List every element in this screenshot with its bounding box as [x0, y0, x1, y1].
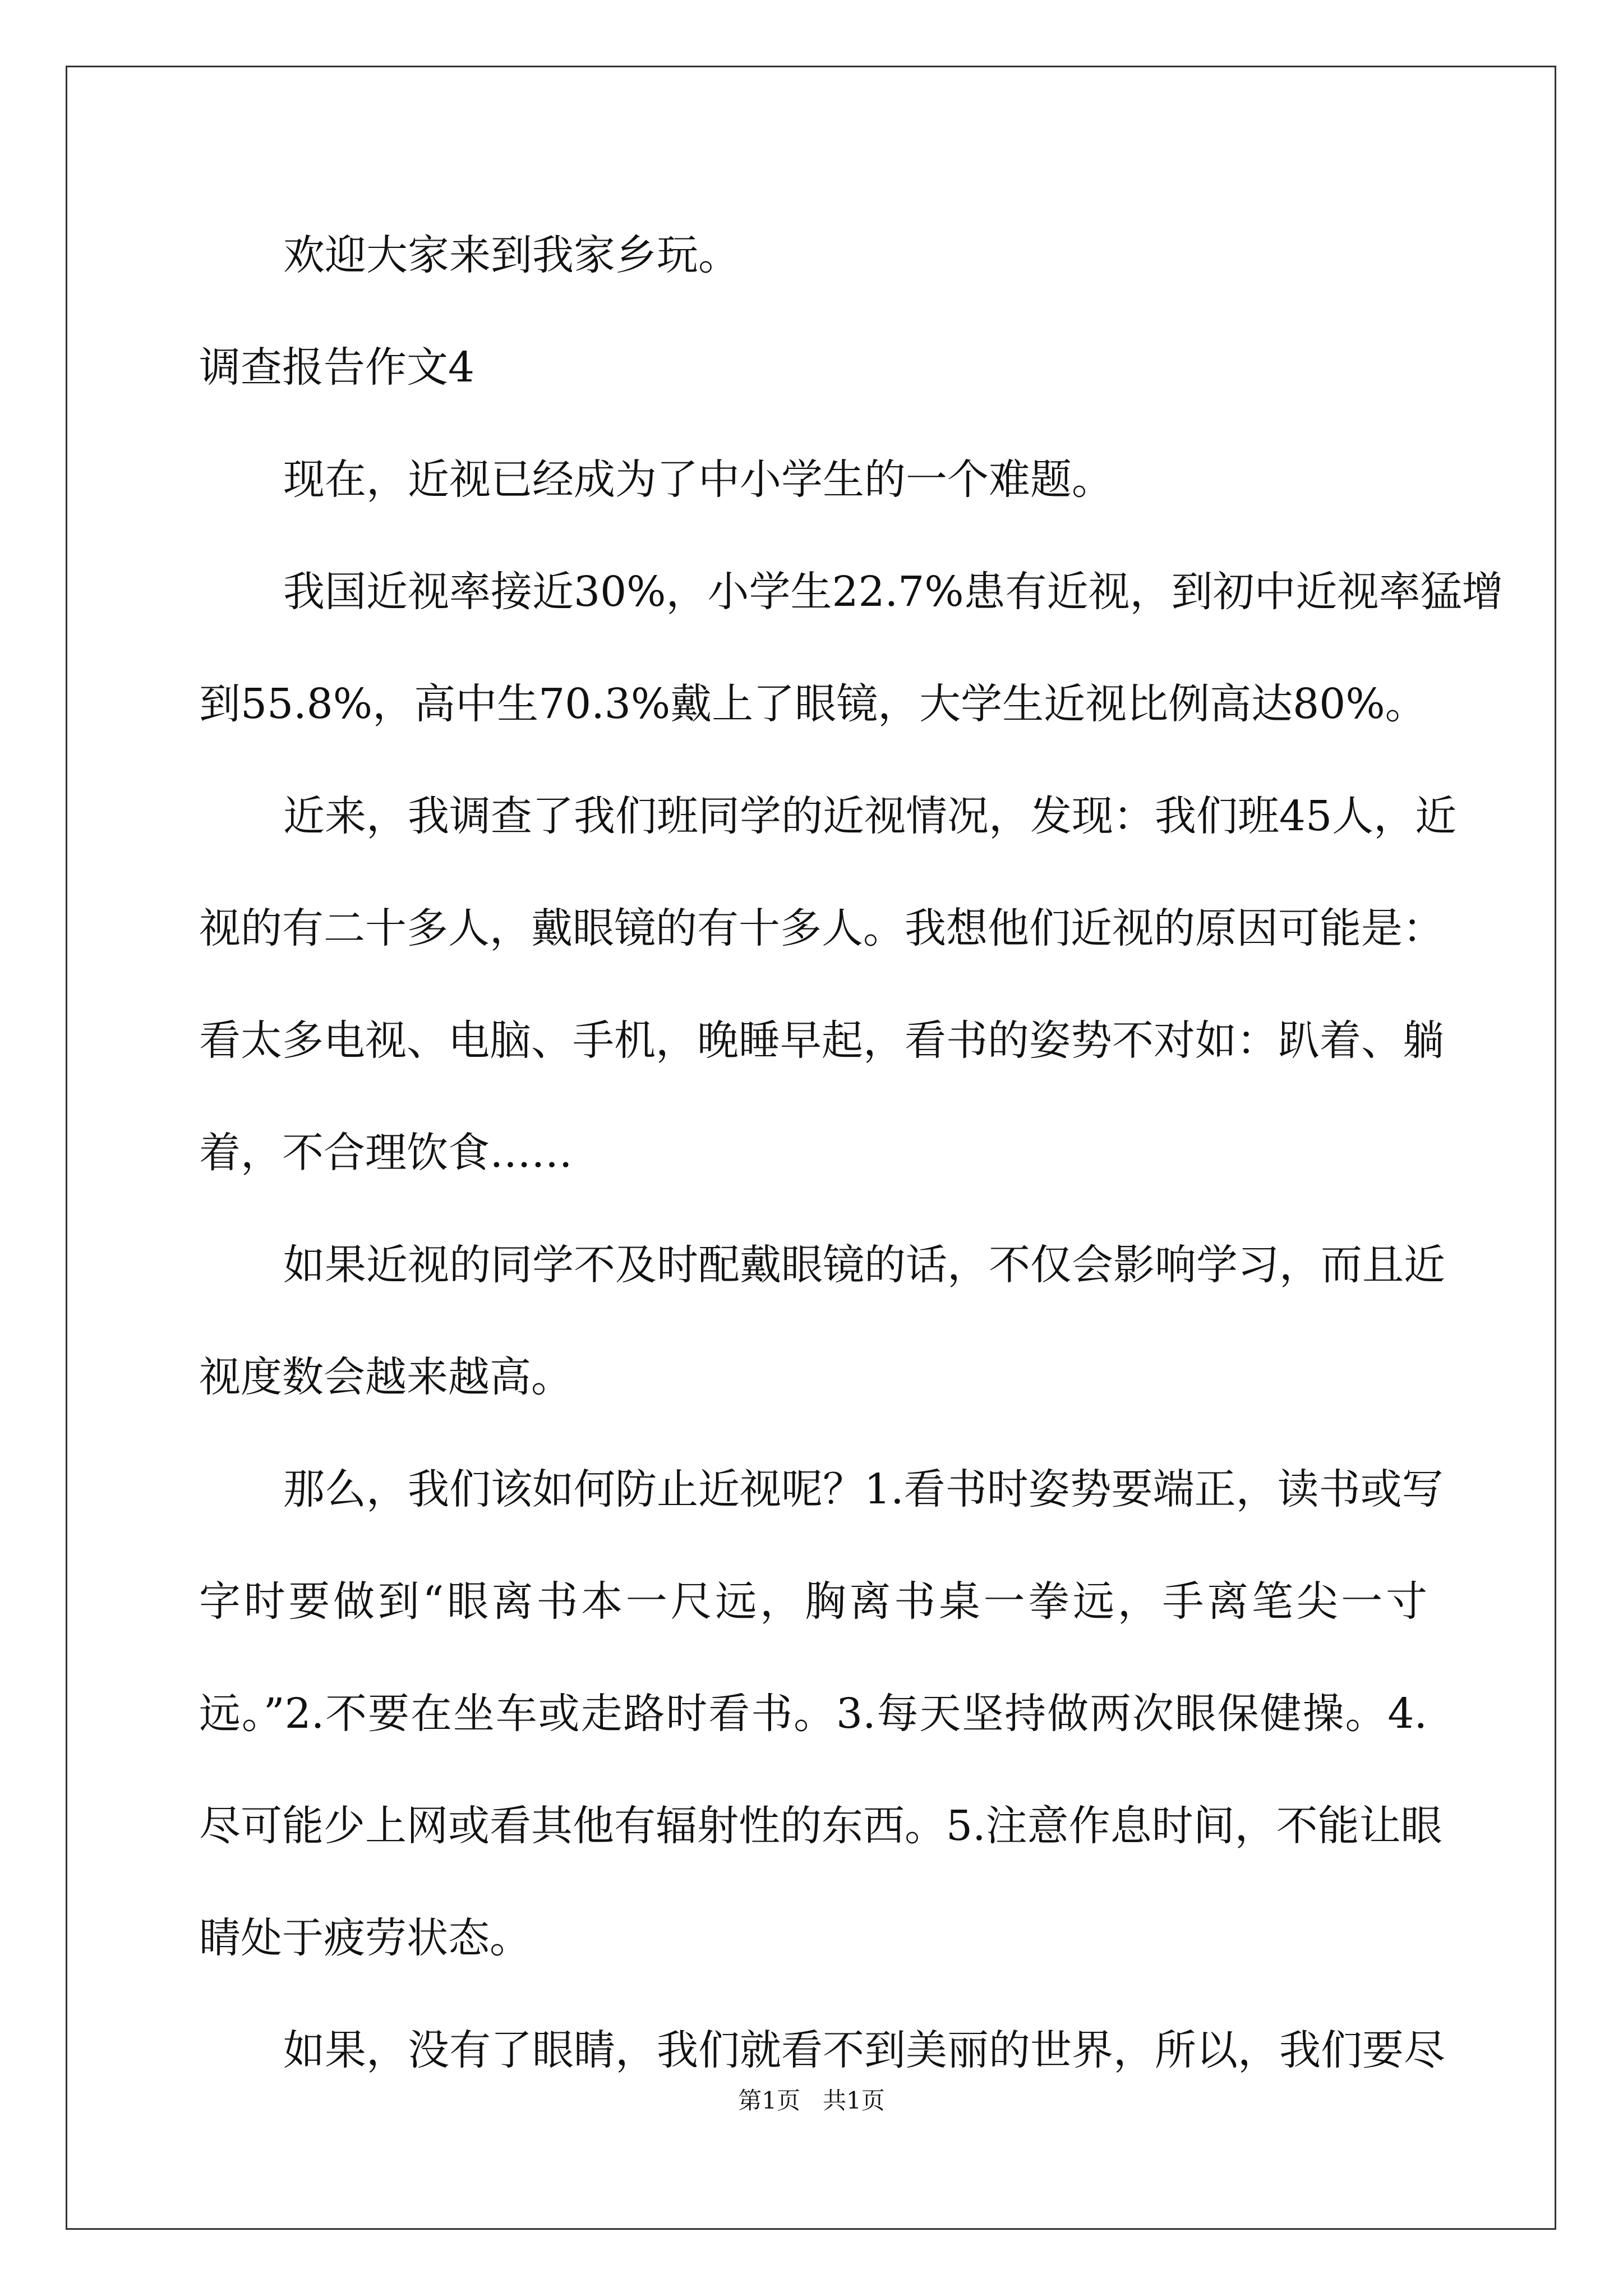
paragraph-line: 尽可能少上网或看其他有辐射性的东西。5.注意作息时间，不能让眼 — [199, 1802, 1442, 1850]
paragraph-line: 视的有二十多人，戴眼镜的有十多人。我想他们近视的原因可能是： — [199, 904, 1444, 953]
paragraph-line: 着，不合理饮食…… — [199, 1129, 573, 1177]
paragraph-line: 看太多电视、电脑、手机，晚睡早起，看书的姿势不对如：趴着、躺 — [199, 1016, 1444, 1065]
paragraph-line: 我国近视率接近30%，小学生22.7%患有近视，到初中近视率猛增 — [283, 568, 1504, 616]
paragraph-line: 现在，近视已经成为了中小学生的一个难题。 — [283, 455, 1113, 504]
paragraph-line: 欢迎大家来到我家乡玩。 — [283, 231, 740, 279]
section-heading: 调查报告作文4 — [199, 343, 475, 392]
paragraph-line: 睛处于疲劳状态。 — [199, 1914, 531, 1962]
paragraph-line: 到55.8%，高中生70.3%戴上了眼镜，大学生近视比例高达80%。 — [199, 680, 1427, 728]
paragraph-line: 视度数会越来越高。 — [199, 1353, 573, 1401]
paragraph-line: 如果近视的同学不及时配戴眼镜的话，不仅会影响学习，而且近 — [283, 1241, 1445, 1289]
paragraph-line: 近来，我调查了我们班同学的近视情况，发现：我们班45人，近 — [283, 792, 1457, 840]
paragraph-line: 远。”2.不要在坐车或走路时看书。3.每天坚持做两次眼保健操。4. — [199, 1690, 1427, 1738]
paragraph-line: 那么，我们该如何防止近视呢？1.看书时姿势要端正，读书或写 — [283, 1465, 1444, 1513]
paragraph-line: 字时要做到“眼离书本一尺远，胸离书桌一拳远，手离笔尖一寸 — [199, 1577, 1427, 1626]
page-footer: 第1页 共1页 — [738, 2087, 885, 2114]
paragraph-line: 如果，没有了眼睛，我们就看不到美丽的世界，所以，我们要尽 — [283, 2026, 1445, 2074]
